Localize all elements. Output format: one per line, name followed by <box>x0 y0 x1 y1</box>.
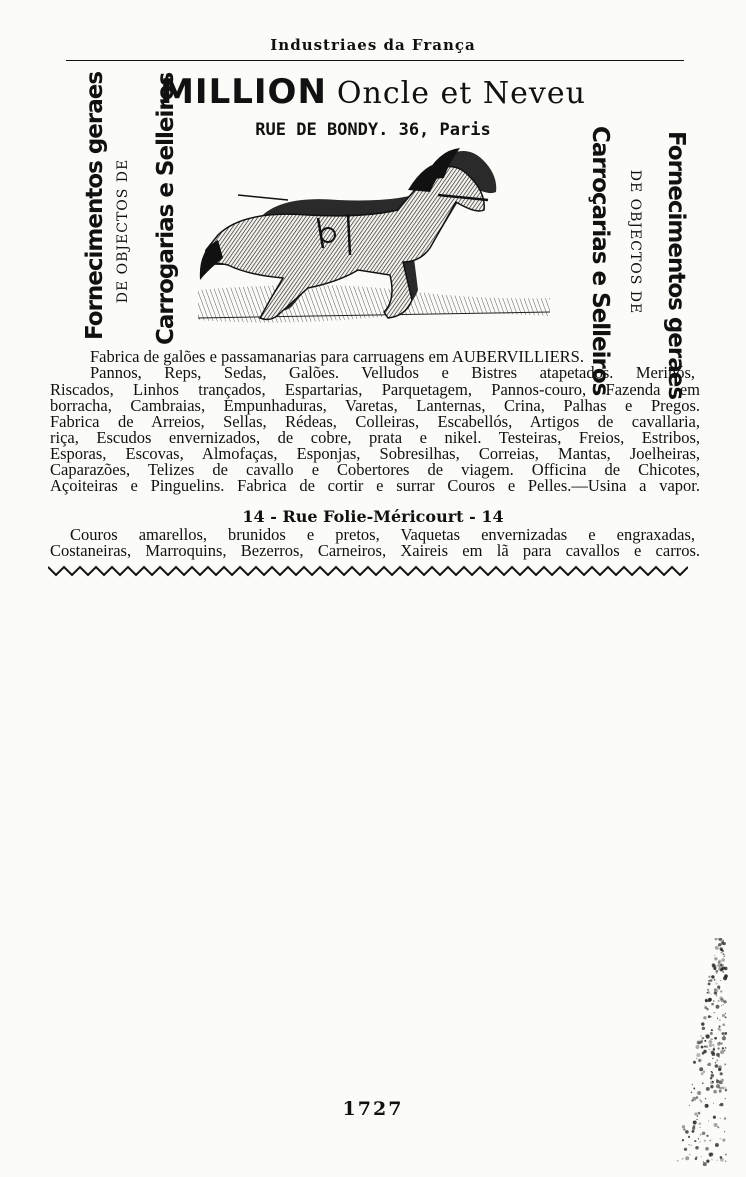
leather-line: Costaneiras, Marroquins, Bezerros, Carneiros, Xaireis em lã para cavallos e carros. <box>50 541 700 560</box>
paper-stain <box>672 938 730 1166</box>
body-line: riça, Escudos envernizados, de cobre, prata e nikel. Testeiras, Freios, Estribos, <box>50 428 700 447</box>
left-column-inner: Carrogarias e Selleiros <box>153 72 179 345</box>
street-address: 14 - Rue Folie-Méricourt - 14 <box>242 507 504 526</box>
running-header: Industriaes da França <box>270 36 476 54</box>
right-column-middle: DE OBJECTOS DE <box>627 169 643 315</box>
left-column-outer: Fornecimentos geraes <box>82 71 108 340</box>
firm-name: MILLION <box>160 72 327 112</box>
body-line: Esporas, Escovas, Almofaças, Esponjas, Sobresilhas, Correias, Mantas, Joelheiras, <box>50 444 700 463</box>
page-number: 1727 <box>342 1098 404 1120</box>
horse-team-icon <box>198 140 550 338</box>
left-column-middle: DE OBJECTOS DE <box>115 158 131 304</box>
firm-address: RUE DE BONDY. 36, Paris <box>255 120 491 140</box>
header-rule <box>66 60 684 61</box>
body-line: borracha, Cambraias, Empunhaduras, Varetas, Lanternas, Crina, Palhas e Pregos. <box>50 396 700 415</box>
body-line: Riscados, Linhos trançados, Espartarias, Parquetagem, Pannos-couro, Fazenda em <box>50 380 700 399</box>
firm-name-rest: Oncle et Neveu <box>336 76 586 111</box>
right-column-inner: Carroçarias e Selleiros <box>587 126 613 396</box>
body-line: Fabrica de Arreios, Sellas, Rédeas, Colleiras, Escabellós, Artigos de cavallaria, <box>50 412 700 431</box>
body-line: Fabrica de galões e passamanarias para carruagens em AUBERVILLIERS. <box>90 347 584 366</box>
wave-ornament <box>48 563 688 579</box>
right-column-outer: Fornecimentos geraes <box>663 131 689 400</box>
firm-title <box>0 72 746 112</box>
body-line: Caparazões, Telizes de cavallo e Cobertores de viagem. Officina de Chicotes, <box>50 460 700 479</box>
leather-line: Couros amarellos, brunidos e pretos, Vaquetas envernizadas e engraxadas, <box>70 525 695 544</box>
body-line: Pannos, Reps, Sedas, Galões. Velludos e Bistres atapetados. Merinós, <box>90 363 695 382</box>
body-line: Açoiteiras e Pinguelins. Fabrica de cortir e surrar Couros e Pelles.—Usina a vapor. <box>50 476 700 495</box>
